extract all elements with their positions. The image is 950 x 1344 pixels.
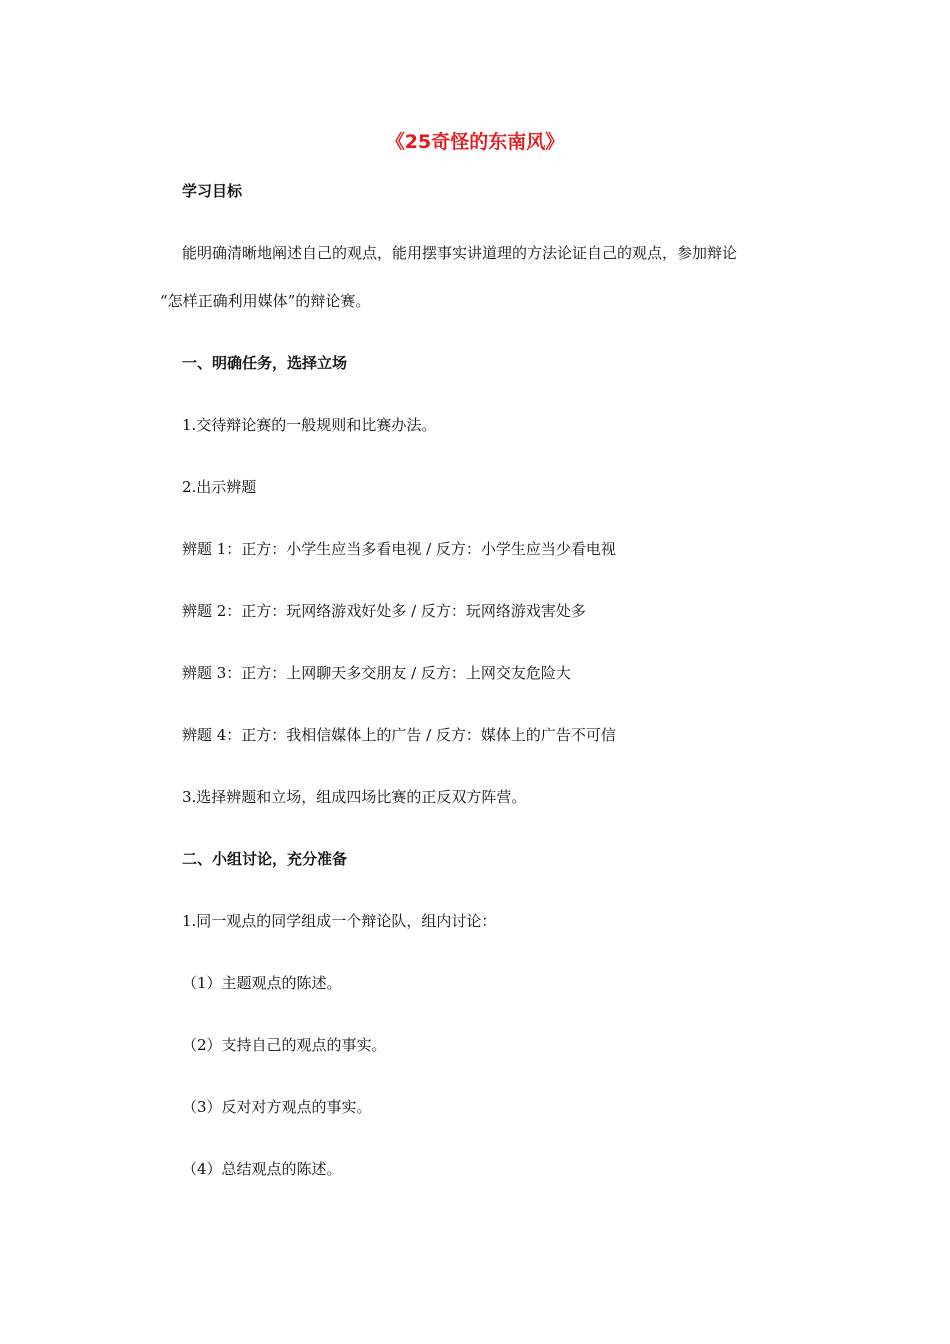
debate-topic-3: 辨题 3：正方：上网聊天多交朋友 / 反方：上网交友危险大 — [182, 664, 571, 682]
objective-heading: 学习目标 — [182, 182, 243, 200]
debate-topic-4: 辨题 4：正方：我相信媒体上的广告 / 反方：媒体上的广告不可信 — [182, 726, 616, 744]
objective-paragraph-line-2: “怎样正确利用媒体”的辩论赛。 — [160, 292, 371, 310]
section-1-item: 3.选择辨题和立场，组成四场比赛的正反双方阵营。 — [182, 788, 527, 806]
section-2-heading: 二、小组讨论，充分准备 — [182, 850, 348, 868]
section-2-item: 1.同一观点的同学组成一个辩论队，组内讨论： — [182, 912, 497, 930]
discussion-point: （4）总结观点的陈述。 — [182, 1160, 342, 1178]
section-1-item: 2.出示辨题 — [182, 478, 257, 496]
discussion-point: （1）主题观点的陈述。 — [182, 974, 342, 992]
section-1-heading: 一、明确任务，选择立场 — [182, 354, 348, 372]
debate-topic-1: 辨题 1：正方：小学生应当多看电视 / 反方：小学生应当少看电视 — [182, 540, 616, 558]
discussion-point: （2）支持自己的观点的事实。 — [182, 1036, 387, 1054]
objective-paragraph-line-1: 能明确清晰地阐述自己的观点，能用摆事实讲道理的方法论证自己的观点，参加辩论 — [182, 244, 738, 262]
debate-topic-2: 辨题 2：正方：玩网络游戏好处多 / 反方：玩网络游戏害处多 — [182, 602, 586, 620]
document-title: 《25奇怪的东南风》 — [385, 131, 565, 153]
discussion-point: （3）反对对方观点的事实。 — [182, 1098, 372, 1116]
section-1-item: 1.交待辩论赛的一般规则和比赛办法。 — [182, 416, 437, 434]
